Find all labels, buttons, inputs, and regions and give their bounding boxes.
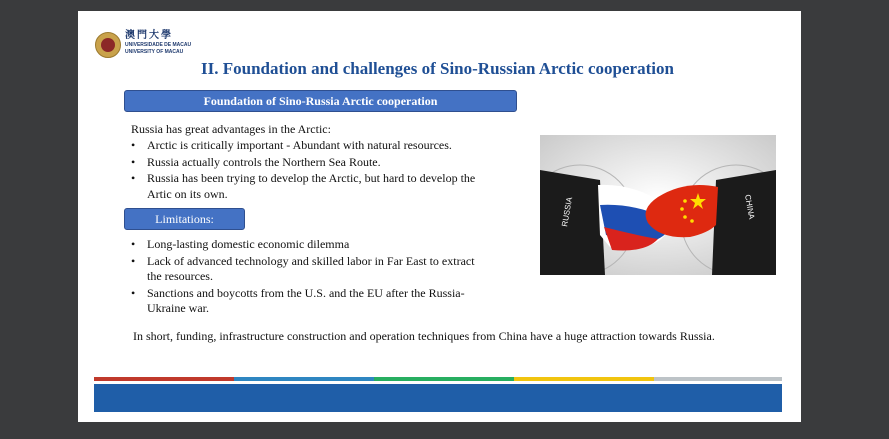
list-item: • Sanctions and boycotts from the U.S. and the EU after the Russia-Ukraine war. xyxy=(131,286,476,317)
section-heading-foundation: Foundation of Sino-Russia Arctic cooperation xyxy=(124,90,517,112)
intro-text: Russia has great advantages in the Arctic: xyxy=(131,122,331,136)
logo-name-english: UNIVERSITY OF MACAU xyxy=(125,49,184,55)
list-item: • Lack of advanced technology and skilled labor in Far East to extract the resources. xyxy=(131,254,476,285)
section-heading-limitations: Limitations: xyxy=(124,208,245,230)
handshake-image xyxy=(540,135,776,275)
list-item: • Long-lasting domestic economic dilemma xyxy=(131,237,476,253)
presentation-slide xyxy=(78,11,801,422)
list-item: • Russia has been trying to develop the Arctic, but hard to develop the Artic on its own. xyxy=(131,171,476,202)
university-seal-icon xyxy=(95,32,121,58)
limitations-list xyxy=(131,237,476,318)
list-item: • Russia actually controls the Northern Sea Route. xyxy=(131,155,476,171)
summary-text: In short, funding, infrastructure construction and operation techniques from China have a huge attraction towards Russia. xyxy=(133,329,715,343)
advantages-list xyxy=(131,138,476,203)
footer-bar xyxy=(94,384,782,412)
china-sleeve-label: CHINA xyxy=(743,193,757,220)
color-stripe xyxy=(94,377,782,381)
university-logo xyxy=(95,29,225,63)
slide-title: II. Foundation and challenges of Sino-Russian Arctic cooperation xyxy=(201,59,674,78)
list-item: • Arctic is critically important - Abundant with natural resources. xyxy=(131,138,476,154)
logo-name-chinese: 澳門大學 xyxy=(125,30,173,41)
russia-sleeve-label: RUSSIA xyxy=(560,196,575,228)
logo-name-portuguese: UNIVERSIDADE DE MACAU xyxy=(125,42,192,48)
